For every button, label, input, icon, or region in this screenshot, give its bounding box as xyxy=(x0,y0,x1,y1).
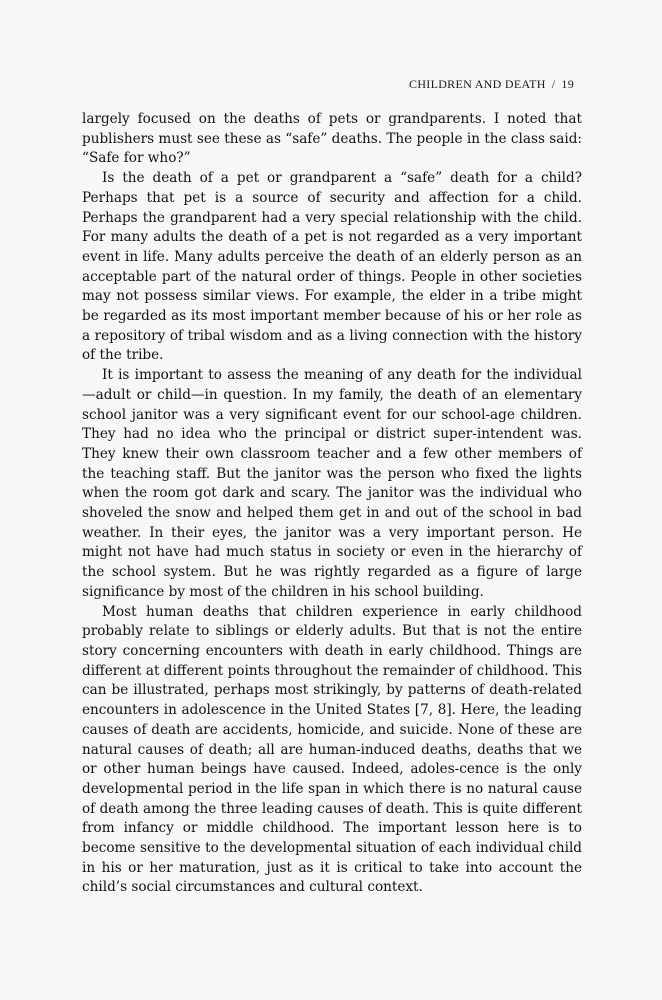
body-text xyxy=(82,110,582,898)
paragraph: Is the death of a pet or grandparent a “safe” death for a child? Perhaps that pet is a source of security and affection for a child. Perhaps the grandparent had a very special relationship with the child. For many adults the death of a pet is not regarded as a very important event in life. Many adults perceive the death of an elderly person as an acceptable part of the natural order of things. People in other societies may not possess similar views. For example, the elder in a tribe might be regarded as its most important member because of his or her role as a repository of tribal wisdom and as a living connection with the history of the tribe. xyxy=(82,170,582,364)
paragraph: It is important to assess the meaning of any death for the individual—adult or child—in question. In my family, the death of an elementary school janitor was a very significant event for our school-age children. They had no idea who the principal or district super-intendent was. They knew their own classroom teacher and a few other members of the teaching staff. But the janitor was the person who fixed the lights when the room got dark and scary. The janitor was the individual who shoveled the snow and helped them get in and out of the school in bad weather. In their eyes, the janitor was a very important person. He might not have had much status in society or even in the hierarchy of the school system. But he was rightly regarded as a figure of large significance by most of the children in his school building. xyxy=(82,367,582,600)
running-title: CHILDREN AND DEATH xyxy=(409,77,546,91)
page-number: 19 xyxy=(561,77,574,91)
running-header xyxy=(409,77,574,92)
header-separator: / xyxy=(551,77,556,91)
paragraph: Most human deaths that children experience in early childhood probably relate to siblings or elderly adults. But that is not the entire story concerning encounters with death in early childhood. Things are different at different points throughout the remainder of childhood. This can be illustrated, perhaps most strikingly, by patterns of death-related encounters in adolescence in the United States [7, 8]. Here, the leading causes of death are accidents, homicide, and suicide. None of these are natural causes of death; all are human-induced deaths, deaths that we or other human beings have caused. Indeed, adoles-cence is the only developmental period in the life span in which there is no natural cause of death among the three leading causes of death. This is quite different from infancy or middle childhood. The important lesson here is to become sensitive to the developmental situation of each individual child in his or her maturation, just as it is critical to take into account the child’s social circumstances and cultural context. xyxy=(82,603,582,896)
paragraph: largely focused on the deaths of pets or grandparents. I noted that publishers must see these as “safe” deaths. The people in the class said: “Safe for who?” xyxy=(82,111,582,167)
